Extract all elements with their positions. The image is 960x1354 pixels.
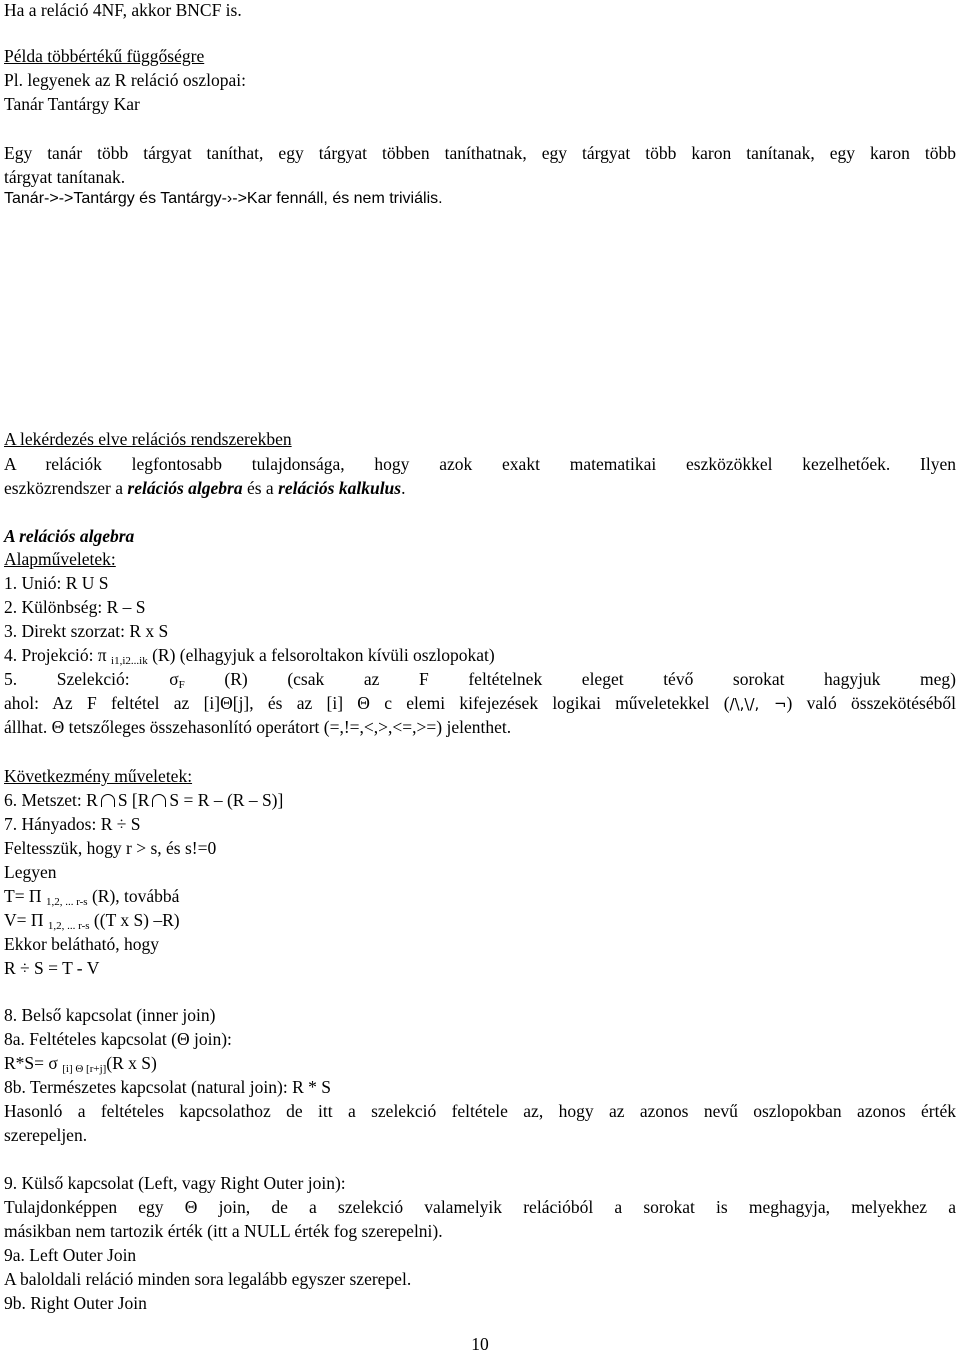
list-item: 9a. Left Outer Join <box>4 1245 137 1265</box>
dependency-line: Tanár->->Tantárgy és Tantárgy-›->Kar fennáll, és nem triviális. <box>4 190 443 207</box>
formula-line: R*S= σ $_{[i] \Theta [r+j]}$(R x S) <box>4 1053 157 1075</box>
paragraph-line: A relációk legfontosabb tulajdonsága, hogy azok exakt matematikai eszközökkel kezelhetőek. Ilyen <box>4 454 956 474</box>
list-heading: Alapműveletek: <box>4 549 116 569</box>
intersection-icon <box>152 794 166 807</box>
list-item: 9b. Right Outer Join <box>4 1293 147 1313</box>
text-line: Feltesszük, hogy r > s, és s!=0 <box>4 838 217 858</box>
text-line: Ha a reláció 4NF, akkor BNCF is. <box>4 0 242 20</box>
subsection-heading: A relációs algebra <box>4 526 135 546</box>
list-item: 1. Unió: R U S <box>4 573 109 593</box>
list-item: 6. Metszet: R S [R S = R – (R – S)] <box>4 790 284 810</box>
list-item: 8. Belső kapcsolat (inner join) <box>4 1005 216 1025</box>
text-line: másikban nem tartozik érték (itt a NULL érték fog szerepelni). <box>4 1221 443 1241</box>
formula-line: R ÷ S = T - V <box>4 958 100 978</box>
list-item: 8b. Természetes kapcsolat (natural join): R * S <box>4 1077 331 1097</box>
text-line: tárgyat tanítanak. <box>4 167 126 187</box>
list-heading: Következmény műveletek: <box>4 766 193 786</box>
text-line: Legyen <box>4 862 57 882</box>
page-number: 10 <box>471 1334 489 1354</box>
paragraph-line: Egy tanár több tárgyat taníthat, egy tárgyat többen taníthatnak, egy tárgyat több karon tanítanak, egy karon több <box>4 143 956 163</box>
formula-line: V= Π $_{1,2, ... r-s}$ ((T x S) –R) <box>4 910 180 932</box>
text-line: Ekkor belátható, hogy <box>4 934 160 954</box>
text-line: állhat. Θ tetszőleges összehasonlító operátort (=,!=,<,>,<=,>=) jelenthet. <box>4 717 512 737</box>
list-item: 4. Projekció: π $_{i1,i2...ik}$ (R) (elhagyjuk a felsoroltakon kívüli oszlopokat) <box>4 645 495 667</box>
list-item: 9. Külső kapcsolat (Left, vagy Right Outer join): <box>4 1173 346 1193</box>
paragraph-line: Hasonló a feltételes kapcsolathoz de itt a szelekció feltétele az, hogy az azonos nevű oszlopokban azonos érték <box>4 1101 956 1121</box>
section-heading: A lekérdezés elve relációs rendszerekben <box>4 429 292 449</box>
list-item: 5. Szelekció: $\sigma_F$ (R) (csak az F feltételnek eleget tévő sorokat hagyjuk meg) <box>4 669 956 691</box>
list-item: 3. Direkt szorzat: R x S <box>4 621 169 641</box>
text-line: Tanár Tantárgy Kar <box>4 94 140 114</box>
heading-example: Példa többértékű függőségre <box>4 46 205 66</box>
list-item: 8a. Feltételes kapcsolat (Θ join): <box>4 1029 232 1049</box>
list-item: 7. Hányados: R ÷ S <box>4 814 141 834</box>
text-line: A baloldali reláció minden sora legalább egyszer szerepel. <box>4 1269 412 1289</box>
paragraph-line: ahol: Az F feltétel az [i]Θ[j], és az [i] Θ c elemi kifejezések logikai műveletekkel (/\,\/, ¬) való összekötéséből <box>4 693 956 713</box>
text-line: szerepeljen. <box>4 1125 88 1145</box>
intersection-icon <box>101 794 115 807</box>
list-item: 2. Különbség: R – S <box>4 597 146 617</box>
text-line: eszközrendszer a relációs algebra és a relációs kalkulus. <box>4 478 406 498</box>
formula-line: T= Π $_{1,2, ... r-s}$ (R), továbbá <box>4 886 180 908</box>
paragraph-line: Tulajdonképpen egy Θ join, de a szelekció valamelyik relációból a sorokat is meghagyja, melyekhez a <box>4 1197 956 1217</box>
text-line: Pl. legyenek az R reláció oszlopai: <box>4 70 247 90</box>
